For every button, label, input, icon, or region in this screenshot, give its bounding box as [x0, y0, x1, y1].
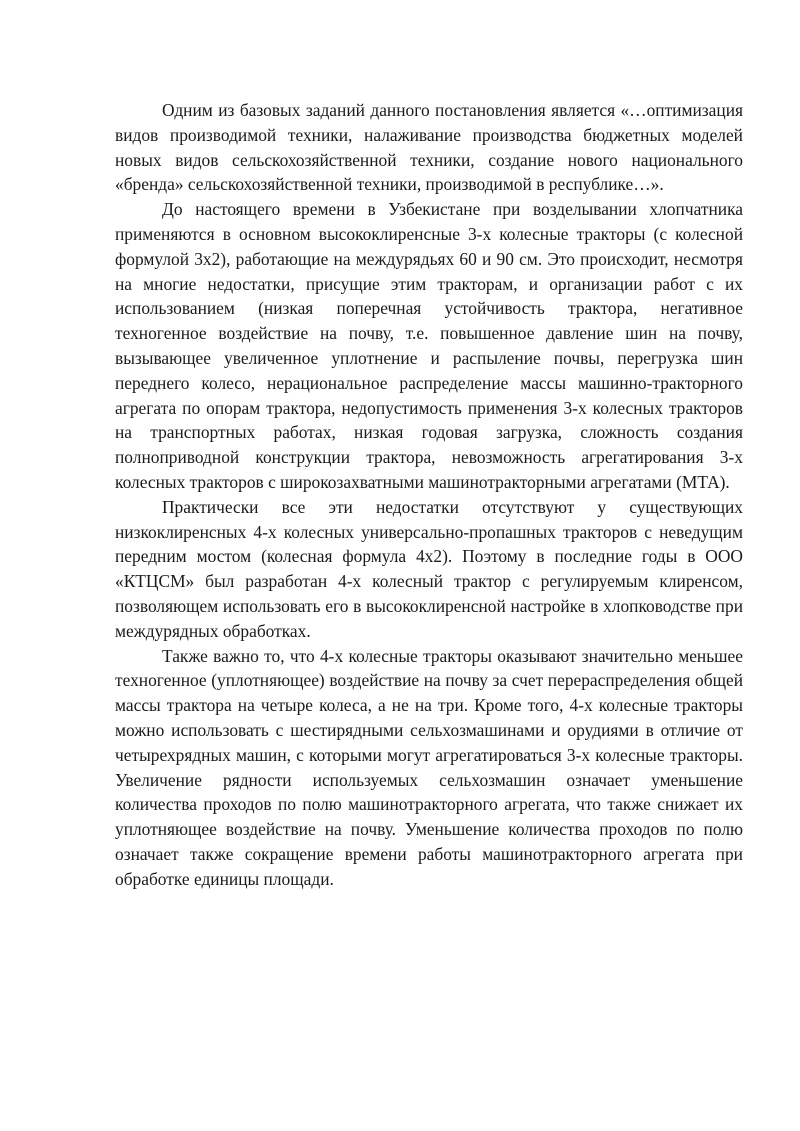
- paragraph-1: Одним из базовых заданий данного постановления является «…оптимизация видов производимой техники, налаживание производства бюджетных моделей новых видов сельскохозяйственной техники, создание нового национального «бренда» сельскохозяйственной техники, производимой в республике…».: [115, 100, 743, 195]
- paragraph-2: До настоящего времени в Узбекистане при возделывании хлопчатника применяются в основном высококлиренсные 3-х колесные тракторы (с колесной формулой 3х2), работающие на междурядьях 60 и 90 см. Это происходит, несмотря на многие недостатки, присущие этим тракторам, и организации работ с их использованием (низкая поперечная устойчивость трактора, негативное техногенное воздействие на почву, т.е. повышенное давление шин на почву, вызывающее увеличенное уплотнение и распыление почвы, перегрузка шин переднего колесо, нерациональное распределение массы машинно-тракторного агрегата по опорам трактора, недопустимость применения 3-х колесных тракторов на транспортных работах, низкая годовая загрузка, сложность создания полноприводной конструкции трактора, невозможность агрегатирования 3-х колесных тракторов с широкозахватными машинотракторными агрегатами (МТА).: [115, 199, 743, 492]
- document-page: [115, 98, 743, 892]
- paragraph-3: Практически все эти недостатки отсутствуют у существующих низкоклиренсных 4-х колесных универсально-пропашных тракторов с неведущим передним мостом (колесная формула 4х2). Поэтому в последние годы в ООО «КТЦСМ» был разработан 4-х колесный трактор с регулируемым клиренсом, позволяющем использовать его в высококлиренсной настройке в хлопководстве при междурядных обработках.: [115, 496, 743, 641]
- paragraph-4: Также важно то, что 4-х колесные тракторы оказывают значительно меньшее техногенное (уплотняющее) воздействие на почву за счет перераспределения общей массы трактора на четыре колеса, а не на три. Кроме того, 4-х колесные тракторы можно использовать с шестирядными сельхозмашинами и орудиями в отличие от четырехрядных машин, с которыми могут агрегатироваться 3-х колесные тракторы. Увеличение рядности используемых сельхозмашин означает уменьшение количества проходов по полю машинотракторного агрегата, что также снижает их уплотняющее воздействие на почву. Уменьшение количества проходов по полю означает также сокращение времени работы машинотракторного агрегата при обработке единицы площади.: [115, 645, 743, 889]
